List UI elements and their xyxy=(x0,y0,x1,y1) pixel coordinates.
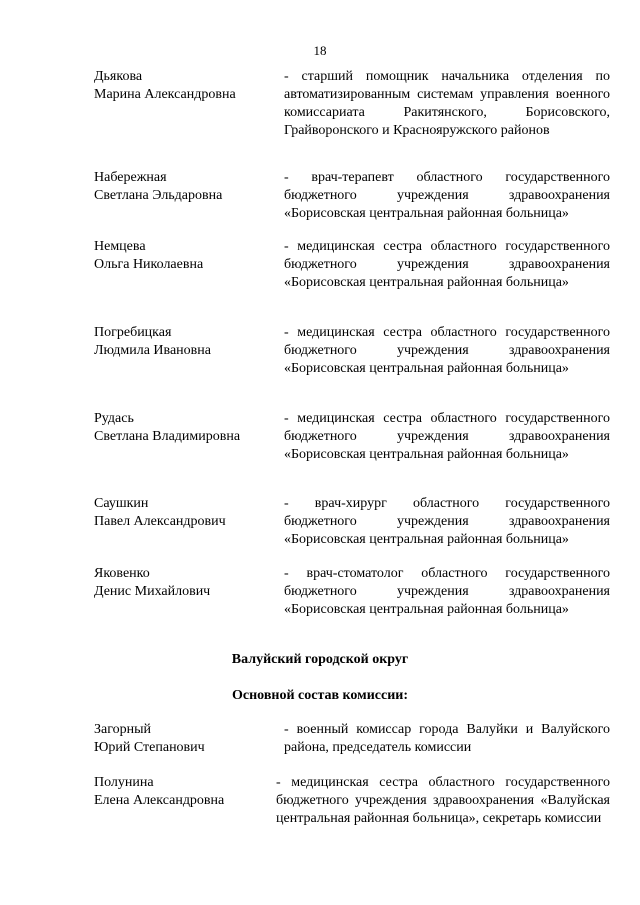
member-role: - медицинская сестра областного государственного бюджетного учреждения здравоохранения «Борисовская центральная районная больница» xyxy=(284,239,610,290)
page-number: 18 xyxy=(313,43,327,58)
member-role: - врач-стоматолог областного государственного бюджетного учреждения здравоохранения «Борисовская центральная районная больница» xyxy=(284,566,610,617)
member-surname: Рудась xyxy=(94,411,134,426)
member-given-name: Юрий Степанович xyxy=(94,740,205,755)
member-name xyxy=(94,238,274,274)
member-name xyxy=(94,774,274,810)
member-role: - медицинская сестра областного государственного бюджетного учреждения здравоохранения «Борисовская центральная районная больница» xyxy=(284,325,610,376)
member-role: - медицинская сестра областного государственного бюджетного учреждения здравоохранения «Борисовская центральная районная больница» xyxy=(284,411,610,462)
member-name xyxy=(94,495,274,531)
member-surname: Полунина xyxy=(94,775,154,790)
member-role: - врач-хирург областного государственного бюджетного учреждения здравоохранения «Борисовская центральная районная больница» xyxy=(284,496,610,547)
member-given-name: Павел Александрович xyxy=(94,514,226,529)
member-given-name: Ольга Николаевна xyxy=(94,257,204,272)
member-surname: Погребицкая xyxy=(94,325,172,340)
member-role: - медицинская сестра областного государственного бюджетного учреждения здравоохранения «Валуйская центральная районная больница», секретарь комиссии xyxy=(276,775,610,826)
member-given-name: Марина Александровна xyxy=(94,87,236,102)
member-given-name: Елена Александровна xyxy=(94,793,225,808)
member-given-name: Светлана Владимировна xyxy=(94,429,241,444)
member-surname: Немцева xyxy=(94,239,146,254)
member-surname: Яковенко xyxy=(94,566,150,581)
member-surname: Набережная xyxy=(94,170,167,185)
member-surname: Загорный xyxy=(94,722,152,737)
member-role: - врач-терапевт областного государственного бюджетного учреждения здравоохранения «Борисовская центральная районная больница» xyxy=(284,170,610,221)
member-role: - старший помощник начальника отделения по автоматизированным системам управления военного комиссариата Ракитянского, Борисовского, Грайворонского и Краснояружского районов xyxy=(284,69,610,138)
member-name xyxy=(94,721,274,757)
district-heading: Валуйский городской округ xyxy=(231,652,409,667)
member-name xyxy=(94,324,274,360)
member-surname: Дьякова xyxy=(94,69,143,84)
member-name xyxy=(94,169,274,205)
member-surname: Саушкин xyxy=(94,496,149,511)
member-name xyxy=(94,410,274,446)
member-name xyxy=(94,68,274,104)
member-name xyxy=(94,565,274,601)
member-given-name: Светлана Эльдаровна xyxy=(94,188,223,203)
member-given-name: Денис Михайлович xyxy=(94,584,211,599)
member-given-name: Людмила Ивановна xyxy=(94,343,211,358)
member-role: - военный комиссар города Валуйки и Валуйского района, председатель комиссии xyxy=(284,722,610,755)
commission-heading: Основной состав комиссии: xyxy=(232,688,408,703)
